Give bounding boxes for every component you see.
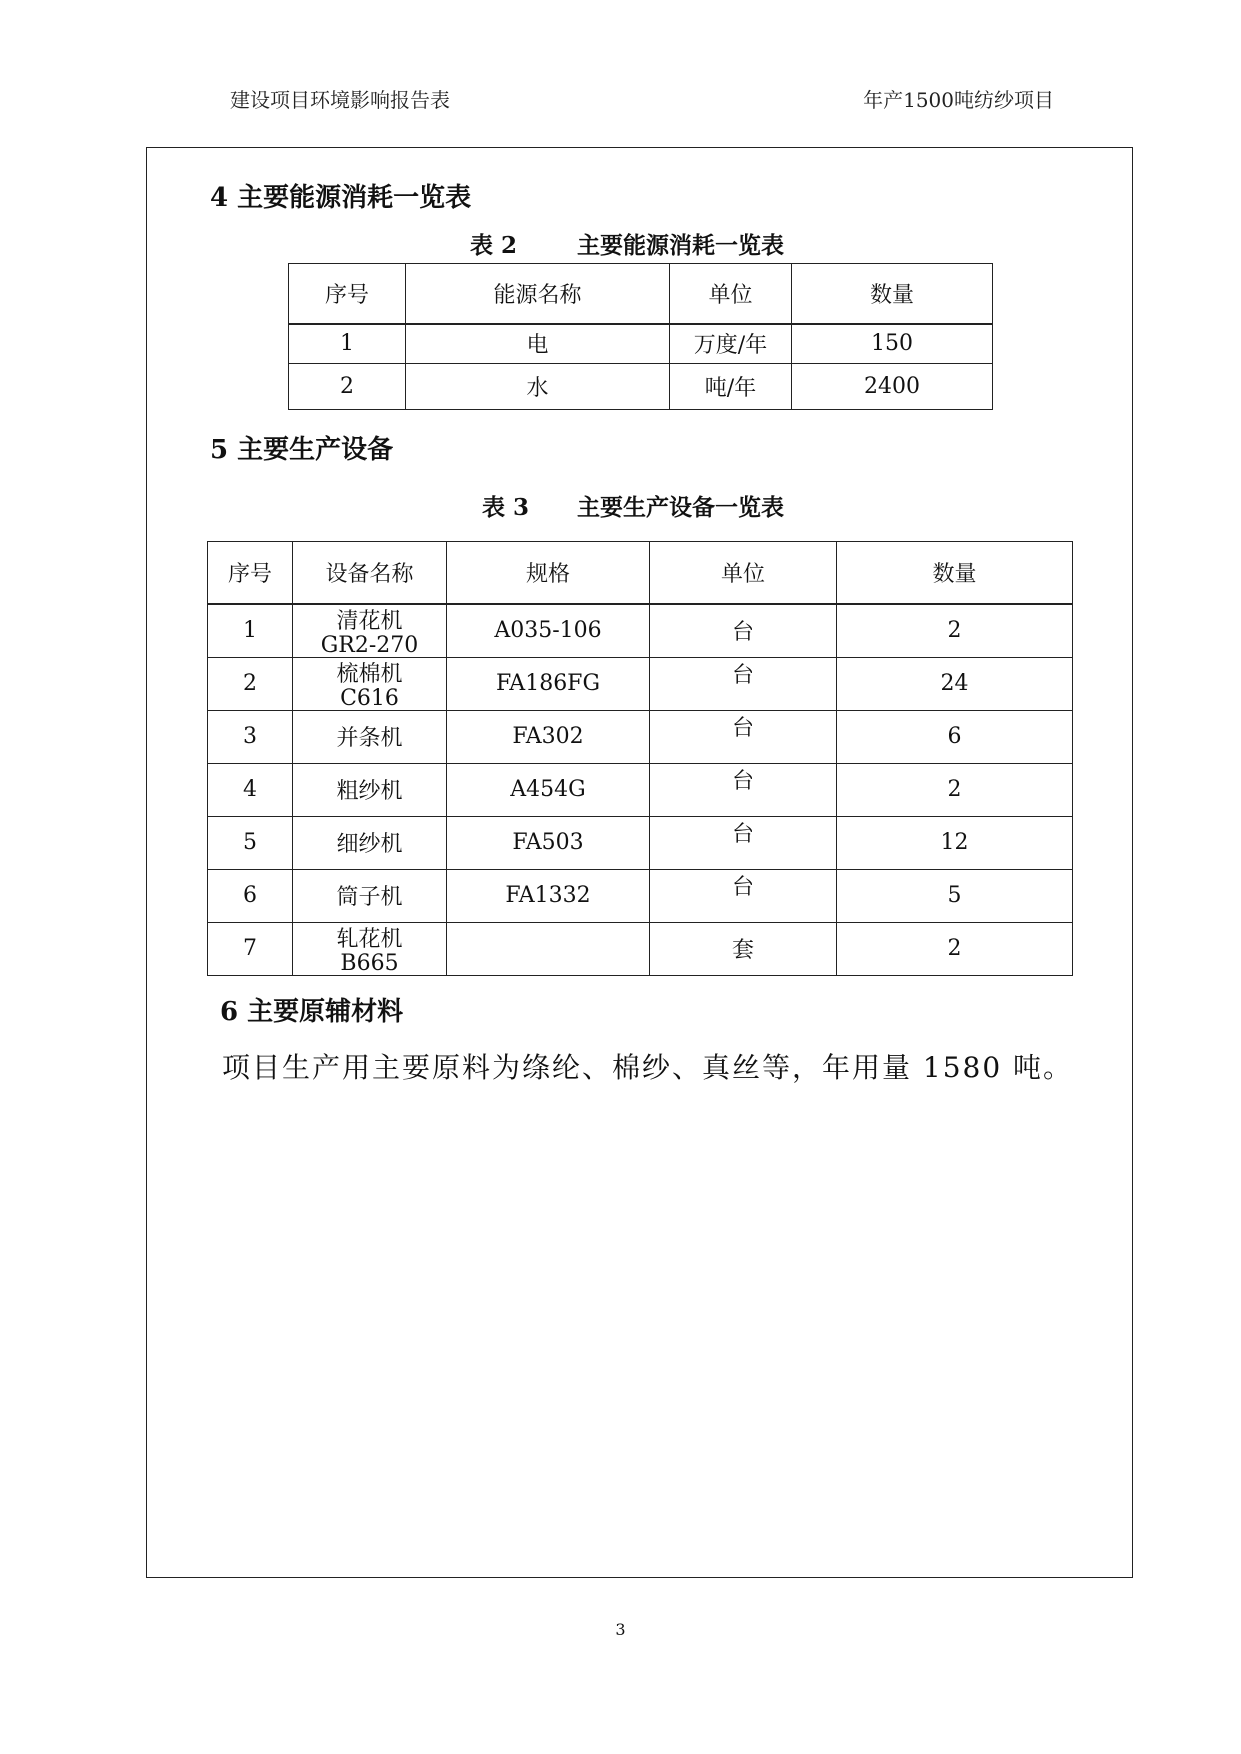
equipment-model: B665	[340, 950, 399, 974]
table-2-number: 表 2	[470, 232, 518, 259]
cell-no: 3	[208, 710, 293, 763]
cell-unit	[650, 710, 837, 763]
unit-text: 台	[731, 822, 754, 847]
cell-quantity: 2	[837, 763, 1073, 816]
cell-unit	[650, 816, 837, 869]
cell-quantity: 2400	[792, 364, 993, 410]
cell-equipment-name: 并条机	[293, 710, 447, 763]
table-row	[208, 869, 1073, 922]
table-3-caption	[482, 494, 784, 522]
column-header: 规格	[447, 542, 650, 604]
unit-text: 台	[731, 716, 754, 741]
cell-no: 6	[208, 869, 293, 922]
cell-spec: A454G	[447, 763, 650, 816]
cell-spec: FA302	[447, 710, 650, 763]
cell-unit: 万度/年	[670, 324, 792, 364]
cell-equipment-name	[293, 604, 447, 658]
column-header: 单位	[650, 542, 837, 604]
equipment-name: 清花机	[336, 608, 403, 634]
section-4-heading: 4 主要能源消耗一览表	[210, 183, 472, 213]
table-2-caption	[470, 232, 784, 260]
cell-no: 7	[208, 922, 293, 975]
column-header: 能源名称	[406, 264, 670, 324]
cell-no: 2	[208, 657, 293, 710]
cell-energy-name: 电	[406, 324, 670, 364]
table-row	[289, 324, 993, 364]
equipment-name: 轧花机	[336, 926, 403, 952]
cell-unit	[650, 869, 837, 922]
cell-equipment-name	[293, 657, 447, 710]
equipment-model: C616	[340, 685, 399, 709]
cell-no: 5	[208, 816, 293, 869]
table-row	[208, 710, 1073, 763]
unit-text: 台	[731, 663, 754, 688]
cell-no: 2	[289, 364, 406, 410]
column-header: 数量	[837, 542, 1073, 604]
energy-table	[288, 263, 993, 410]
equipment-name: 梳棉机	[336, 661, 403, 687]
cell-equipment-name	[293, 922, 447, 975]
materials-paragraph: 项目生产用主要原料为绦纶、棉纱、真丝等，年用量 1580 吨。	[222, 1051, 1074, 1084]
cell-equipment-name: 筒子机	[293, 869, 447, 922]
column-header: 单位	[670, 264, 792, 324]
table-header-row	[208, 542, 1073, 604]
cell-spec: A035-106	[447, 604, 650, 658]
cell-unit	[650, 763, 837, 816]
doc-header-title: 建设项目环境影响报告表	[230, 88, 450, 112]
column-header: 序号	[208, 542, 293, 604]
equipment-table	[207, 541, 1073, 976]
cell-energy-name: 水	[406, 364, 670, 410]
cell-unit: 套	[650, 922, 837, 975]
cell-unit: 台	[650, 604, 837, 658]
cell-unit	[650, 657, 837, 710]
section-6-heading: 6 主要原辅材料	[220, 997, 404, 1027]
cell-spec	[447, 922, 650, 975]
cell-quantity: 24	[837, 657, 1073, 710]
table-row	[289, 364, 993, 410]
section-5-heading: 5 主要生产设备	[210, 435, 394, 465]
cell-equipment-name: 粗纱机	[293, 763, 447, 816]
cell-no: 1	[289, 324, 406, 364]
unit-text: 台	[731, 875, 754, 900]
unit-text: 台	[731, 769, 754, 794]
cell-spec: FA503	[447, 816, 650, 869]
cell-no: 1	[208, 604, 293, 658]
table-2-title: 主要能源消耗一览表	[577, 232, 785, 259]
table-row	[208, 657, 1073, 710]
cell-quantity: 6	[837, 710, 1073, 763]
table-row	[208, 604, 1073, 658]
cell-spec: FA1332	[447, 869, 650, 922]
doc-header-project: 年产1500吨纺纱项目	[863, 88, 1054, 112]
table-header-row	[289, 264, 993, 324]
cell-no: 4	[208, 763, 293, 816]
cell-quantity: 150	[792, 324, 993, 364]
page-number: 3	[615, 1620, 626, 1639]
column-header: 数量	[792, 264, 993, 324]
cell-equipment-name: 细纱机	[293, 816, 447, 869]
column-header: 设备名称	[293, 542, 447, 604]
table-row	[208, 763, 1073, 816]
cell-quantity: 2	[837, 922, 1073, 975]
cell-quantity: 5	[837, 869, 1073, 922]
column-header: 序号	[289, 264, 406, 324]
table-3-title: 主要生产设备一览表	[577, 494, 785, 521]
cell-spec: FA186FG	[447, 657, 650, 710]
cell-quantity: 2	[837, 604, 1073, 658]
table-row	[208, 922, 1073, 975]
table-row	[208, 816, 1073, 869]
cell-unit: 吨/年	[670, 364, 792, 410]
equipment-model: GR2-270	[320, 632, 419, 656]
cell-quantity: 12	[837, 816, 1073, 869]
table-3-number: 表 3	[482, 494, 530, 521]
